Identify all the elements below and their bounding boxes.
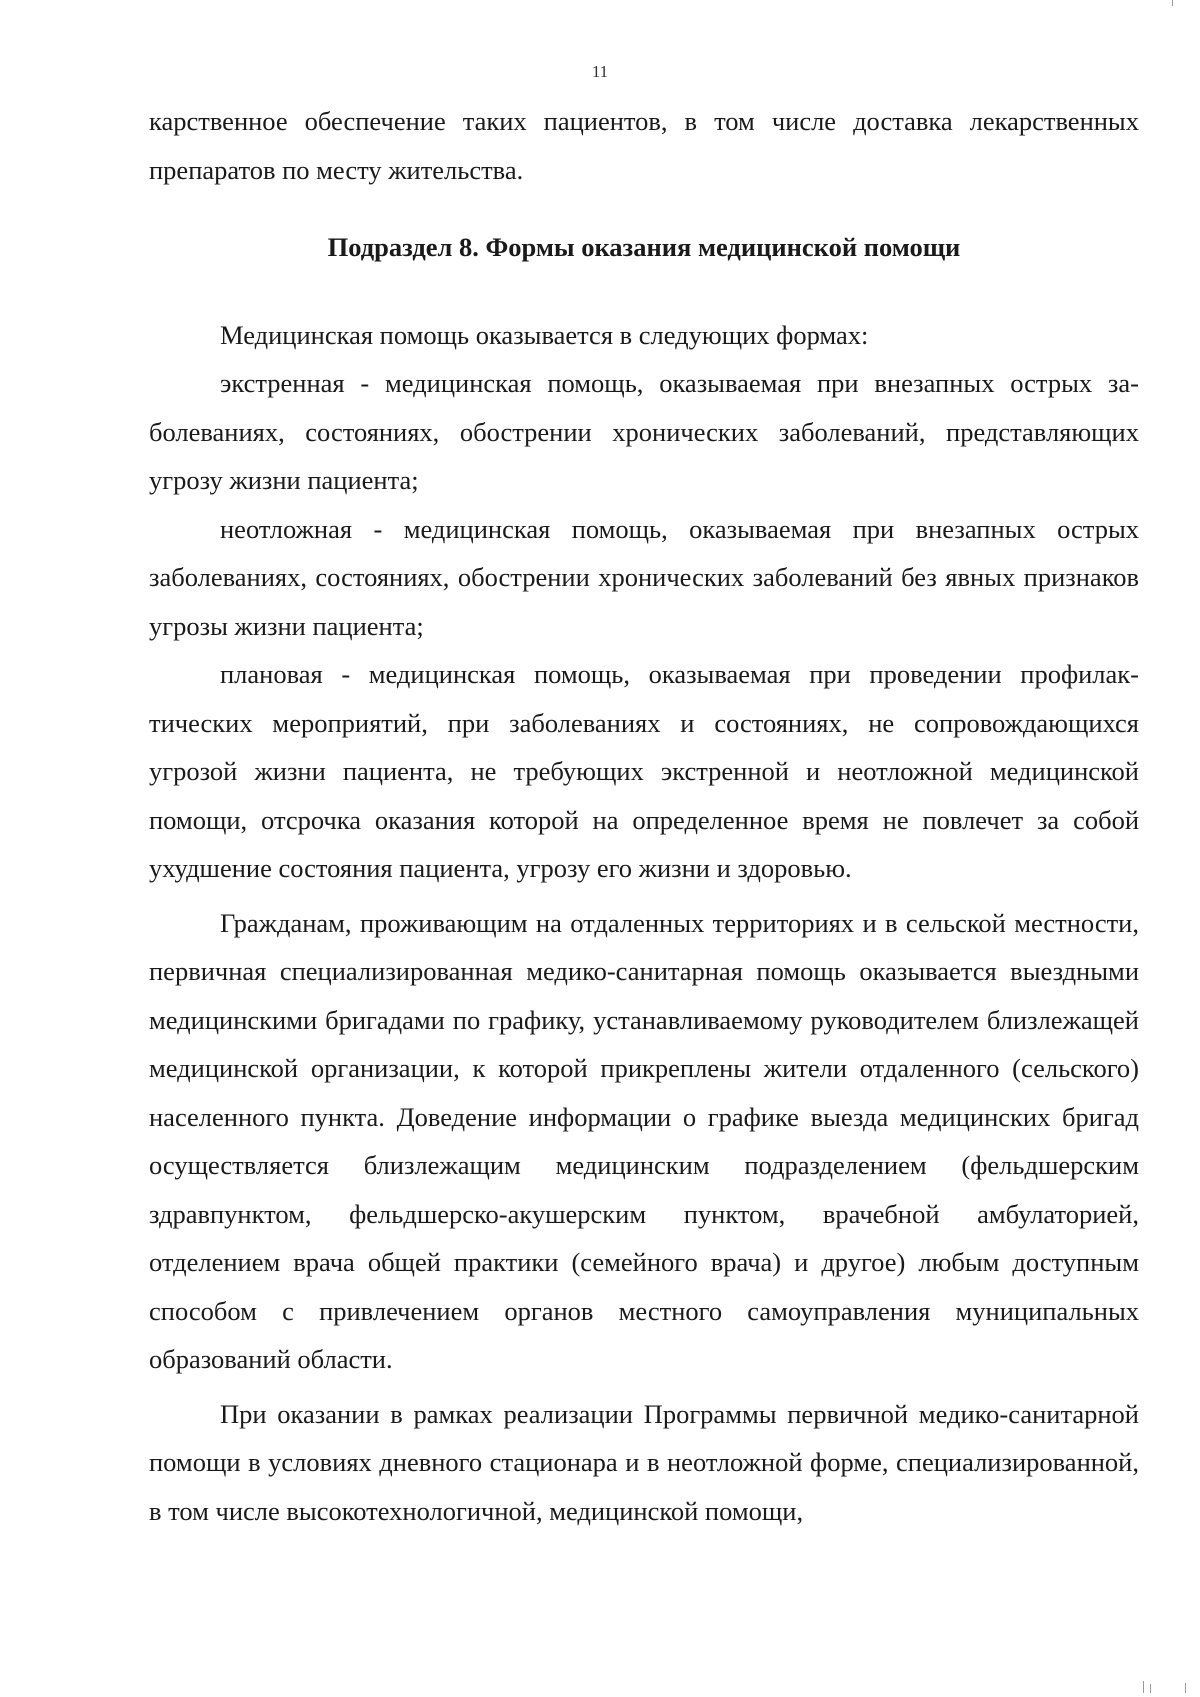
program-care-paragraph: При оказании в рамках реализации Программы первичной медико-санитарной помощи в условиях дневного стационара и в неотложной форме, специализированной, в том числе высокотехнологичной, медицинской помощи, bbox=[149, 1398, 1139, 1526]
scan-artifact-bottom-right-3 bbox=[1185, 1683, 1186, 1693]
scan-artifact-bottom-right-1 bbox=[1143, 1681, 1144, 1693]
emergency-form-paragraph: экстренная - медицинская помощь, оказываемая при внезапных острых заболеваниях, состояниях, обострении хронических заболеваний, представляющих угрозу жизни пациента; bbox=[149, 368, 1139, 495]
forms-intro-paragraph: Медицинская помощь оказывается в следующих формах: bbox=[220, 319, 869, 350]
page-number: 11 bbox=[591, 62, 609, 81]
section-heading: Подраздел 8. Формы оказания медицинской помощи bbox=[327, 232, 961, 262]
scan-artifact-top-right bbox=[1172, 0, 1173, 6]
document-body bbox=[149, 97, 1139, 1535]
rural-care-paragraph: Гражданам, проживающим на отдаленных территориях и в сельской местности, первичная специализированная медико-санитарная помощь оказывается выездными медицинскими бригадами по графику, устанавливаемому руководителем близлежащей медицинской организации, к которой прикреплены жители отдаленного (сельского) населенного пункта. Доведение информации о графике выезда медицинских бригад осуществляется близлежащим медицинским подразделением (фельдшерским здравпунктом, фельдшерско-акушерским пунктом, врачебной амбулаторией, отделением врача общей практики (семейного врача) и другое) любым доступным способом с привлечением органов местного самоуправления муниципальных образований области. bbox=[149, 907, 1139, 1374]
continuation-paragraph: карственное обеспечение таких пациентов, в том числе доставка лекарственных препаратов по месту жительства. bbox=[149, 106, 1139, 185]
planned-form-paragraph: плановая - медицинская помощь, оказываемая при проведении профилактических мероприятий, при заболеваниях и состояниях, не сопровождающихся угрозой жизни пациента, не требующих экстренной и неотложной медицинской помощи, отсрочка оказания которой на определенное время не повлечет за собой ухудшение состояния пациента, угрозу его жизни и здоровью. bbox=[149, 659, 1139, 883]
urgent-form-paragraph: неотложная - медицинская помощь, оказываемая при внезапных острых заболеваниях, состояниях, обострении хронических заболеваний без явных признаков угрозы жизни пациента; bbox=[149, 513, 1139, 641]
scan-artifact-bottom-right-2 bbox=[1150, 1684, 1151, 1693]
